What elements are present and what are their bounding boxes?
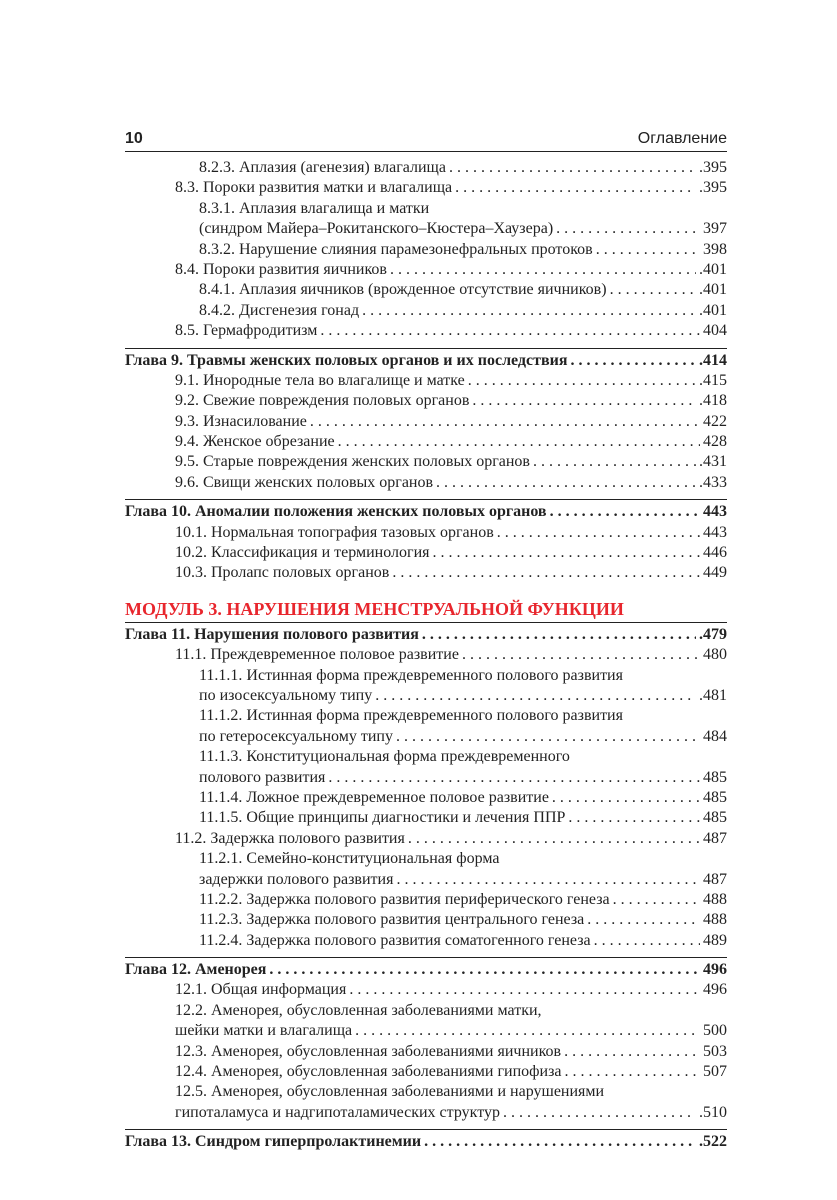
toc-page-number: 500 (703, 1022, 727, 1040)
dot-leader (396, 727, 700, 747)
toc-entry[interactable] (125, 666, 727, 686)
toc-page-number: 487 (703, 870, 727, 888)
toc-entry-title: 11.1.1. Истинная форма преждевременного полового развития (199, 666, 623, 684)
toc-entry[interactable] (125, 473, 727, 493)
toc-entry-title: 11.2.1. Семейно-конституциональная форма (199, 850, 500, 868)
toc-entry[interactable] (125, 158, 727, 178)
toc-page-number: 507 (703, 1063, 727, 1081)
toc-entry[interactable] (125, 371, 727, 391)
toc-entry-title: 9.3. Изнасилование (175, 412, 307, 430)
dot-leader (375, 686, 696, 706)
toc-entry[interactable] (125, 645, 727, 665)
toc-entry-title: 12.4. Аменорея, обусловленная заболеваниями гипофиза (175, 1063, 562, 1081)
toc-entry-title: 11.1.5. Общие принципы диагностики и лечения ППР (199, 809, 566, 827)
toc-page-number: .401 (699, 281, 727, 299)
toc-entry-title: 10.2. Классификация и терминология (175, 544, 430, 562)
toc-entry[interactable] (125, 1062, 727, 1082)
toc-entry[interactable] (125, 240, 727, 260)
toc-page-number: .433 (699, 473, 727, 491)
toc-page-number: .431 (699, 453, 727, 471)
dot-leader (269, 960, 700, 980)
toc-entry[interactable] (125, 686, 727, 706)
dot-leader (594, 931, 700, 951)
toc-entry[interactable] (125, 768, 727, 788)
toc-entry[interactable] (125, 706, 727, 726)
dot-leader (433, 543, 701, 563)
dot-leader (571, 351, 697, 371)
toc-chapter-entry[interactable] (125, 1129, 727, 1152)
toc-entry[interactable] (125, 301, 727, 321)
toc-entry[interactable] (125, 788, 727, 808)
toc-page-number: 449 (703, 564, 727, 582)
toc-entry-title: шейки матки и влагалища (175, 1022, 353, 1040)
dot-leader (568, 808, 700, 828)
toc-entry-title: 11.2.2. Задержка полового развития периферического генеза (199, 890, 610, 908)
toc-entry-title: 11.1.3. Конституциональная форма преждевременного (199, 748, 570, 766)
dot-leader (462, 645, 700, 665)
toc-entry[interactable] (125, 432, 727, 452)
dot-leader (556, 219, 700, 239)
toc-entry-title: (синдром Майера–Рокитанского–Кюстера–Хаузера) (199, 220, 554, 238)
toc-entry-title: 9.1. Инородные тела во влагалище и матке (175, 371, 465, 389)
toc-page-number: 496 (703, 981, 727, 999)
toc-entry-title: 8.4. Пороки развития яичников (175, 260, 387, 278)
dot-leader (338, 432, 700, 452)
toc-entry[interactable] (125, 391, 727, 411)
toc-entry[interactable] (125, 1042, 727, 1062)
dot-leader (587, 910, 700, 930)
toc-page-number: 496 (703, 961, 727, 979)
toc-page-number: .481 (699, 686, 727, 704)
toc-entry-title: Глава 13. Синдром гиперпролактинемии (125, 1133, 422, 1151)
toc-page-number: .401 (699, 260, 727, 278)
toc-entry[interactable] (125, 931, 727, 951)
toc-page-number: .510 (699, 1103, 727, 1121)
toc-entry-title: 8.3.2. Нарушение слияния парамезонефральных протоков (199, 240, 593, 258)
dot-leader (472, 391, 696, 411)
toc-entry[interactable] (125, 727, 727, 747)
dot-leader (310, 412, 700, 432)
dot-leader (355, 1021, 700, 1041)
dot-leader (396, 870, 700, 890)
toc-page-number: .414 (699, 351, 727, 369)
toc-page-number: .418 (699, 392, 727, 410)
toc-page-number: 487 (703, 829, 727, 847)
toc-page-number: 485 (703, 809, 727, 827)
dot-leader (422, 625, 696, 645)
toc-entry-title: 11.2.4. Задержка полового развития соматогенного генеза (199, 931, 591, 949)
toc-entry-title: 10.1. Нормальная топография тазовых органов (175, 523, 494, 541)
toc-chapter-entry[interactable] (125, 499, 727, 522)
toc-page-number: 422 (703, 412, 727, 430)
toc-entry[interactable] (125, 178, 727, 198)
toc-entry[interactable] (125, 747, 727, 767)
toc-entry-title: 8.4.2. Дисгенезия гонад (199, 301, 360, 319)
toc-entry[interactable] (125, 829, 727, 849)
dot-leader (610, 280, 696, 300)
toc-entry-title: 11.1.2. Истинная форма преждевременного полового развития (199, 707, 623, 725)
toc-entry-title: 12.1. Общая информация (175, 981, 347, 999)
toc-entry[interactable] (125, 563, 727, 583)
toc-page-number: 480 (703, 646, 727, 664)
toc-entry-title: по гетеросексуальному типу (199, 727, 393, 745)
running-header (125, 130, 727, 152)
toc-page-number: 485 (703, 788, 727, 806)
toc-entry[interactable] (125, 890, 727, 910)
toc-entry-title: 8.4.1. Аплазия яичников (врожденное отсутствие яичников) (199, 281, 607, 299)
dot-leader (596, 240, 700, 260)
dot-leader (390, 260, 696, 280)
toc-entry-title: 8.5. Гермафродитизм (175, 322, 318, 340)
toc-entry[interactable] (125, 980, 727, 1000)
dot-leader (328, 768, 700, 788)
page-number: 10 (125, 130, 143, 147)
toc-entry-title: полового развития (199, 768, 326, 786)
toc-entry-title: Глава 11. Нарушения полового развития (125, 625, 419, 643)
toc-page-number: .415 (699, 371, 727, 389)
toc-page-number: 446 (703, 544, 727, 562)
toc-entry[interactable] (125, 910, 727, 930)
toc-entry[interactable] (125, 523, 727, 543)
toc-page-number: .522 (699, 1133, 727, 1151)
dot-leader (455, 178, 696, 198)
dot-leader (468, 371, 696, 391)
dot-leader (449, 158, 696, 178)
toc-page-number: 488 (703, 911, 727, 929)
toc-page-number: 443 (703, 503, 727, 521)
toc-entry-title: задержки полового развития (199, 870, 394, 888)
dot-leader (565, 1062, 700, 1082)
toc-entry-title: 12.3. Аменорея, обусловленная заболеваниями яичников (175, 1042, 562, 1060)
dot-leader (503, 1103, 696, 1123)
toc-entry-title: 9.2. Свежие повреждения половых органов (175, 392, 470, 410)
dot-leader (436, 473, 696, 493)
toc-entry-title: 9.6. Свищи женских половых органов (175, 473, 434, 491)
dot-leader (320, 321, 700, 341)
section-title: Оглавление (637, 130, 727, 147)
toc-page-number: 488 (703, 890, 727, 908)
toc-page-number: 489 (703, 931, 727, 949)
toc-page-number: 398 (703, 240, 727, 258)
table-of-contents (125, 158, 727, 1153)
toc-page-number: 484 (703, 727, 727, 745)
toc-entry[interactable] (125, 808, 727, 828)
toc-page-number: .479 (699, 625, 727, 643)
dot-leader (408, 829, 700, 849)
toc-entry[interactable] (125, 1103, 727, 1123)
dot-leader (424, 1132, 696, 1152)
toc-entry-title: гипоталамуса и надгипоталамических структур (175, 1103, 500, 1121)
toc-entry[interactable] (125, 1001, 727, 1021)
toc-entry-title: 12.5. Аменорея, обусловленная заболеваниями и нарушениями (175, 1083, 605, 1101)
dot-leader (564, 1042, 700, 1062)
toc-entry-title: 11.1. Преждевременное половое развитие (175, 646, 459, 664)
toc-entry[interactable] (125, 199, 727, 219)
toc-entry-title: Глава 10. Аномалии положения женских половых органов (125, 503, 547, 521)
toc-page-number: .395 (699, 159, 727, 176)
toc-entry[interactable] (125, 219, 727, 239)
toc-entry-title: Глава 12. Аменорея (125, 961, 267, 979)
dot-leader (533, 452, 696, 472)
dot-leader (392, 563, 700, 583)
toc-entry[interactable] (125, 1082, 727, 1102)
module-heading: МОДУЛЬ 3. НАРУШЕНИЯ МЕНСТРУАЛЬНОЙ ФУНКЦИИ (125, 598, 624, 619)
toc-entry[interactable] (125, 412, 727, 432)
dot-leader (552, 788, 700, 808)
dot-leader (362, 301, 696, 321)
toc-entry[interactable] (125, 452, 727, 472)
toc-entry[interactable] (125, 1021, 727, 1041)
toc-entry[interactable] (125, 543, 727, 563)
toc-entry[interactable] (125, 280, 727, 300)
toc-entry-title: 8.3.1. Аплазия влагалища и матки (199, 199, 430, 217)
toc-entry-title: 8.3. Пороки развития матки и влагалища (175, 179, 453, 197)
toc-entry-title: 11.2.3. Задержка полового развития центрального генеза (199, 911, 585, 929)
toc-entry-title: 11.2. Задержка полового развития (175, 829, 405, 847)
toc-entry-title: 8.2.3. Аплазия (агенезия) влагалища (199, 159, 446, 176)
dot-leader (613, 890, 700, 910)
toc-entry[interactable] (125, 849, 727, 869)
toc-entry-title: 9.5. Старые повреждения женских половых органов (175, 453, 530, 471)
dot-leader (550, 502, 700, 522)
toc-entry-title: Глава 9. Травмы женских половых органов и их последствия (125, 351, 568, 369)
toc-entry[interactable] (125, 870, 727, 890)
toc-entry-title: 10.3. Пролапс половых органов (175, 564, 390, 582)
toc-page-number: 443 (703, 523, 727, 541)
toc-entry[interactable] (125, 260, 727, 280)
toc-page-number: 503 (703, 1042, 727, 1060)
toc-entry-title: 12.2. Аменорея, обусловленная заболеваниями матки, (175, 1001, 542, 1019)
toc-chapter-entry[interactable] (125, 348, 727, 371)
toc-chapter-entry[interactable] (125, 622, 727, 645)
toc-page-number: 428 (703, 433, 727, 451)
toc-entry-title: 11.1.4. Ложное преждевременное половое развитие (199, 788, 549, 806)
toc-page-number: 397 (703, 220, 727, 238)
toc-chapter-entry[interactable] (125, 957, 727, 980)
toc-entry-title: по изосексуальному типу (199, 686, 373, 704)
toc-entry[interactable] (125, 321, 727, 341)
toc-page-number: .395 (699, 179, 727, 197)
toc-page-number: 485 (703, 768, 727, 786)
dot-leader (349, 980, 700, 1000)
toc-page-number: .401 (699, 301, 727, 319)
toc-entry-title: 9.4. Женское обрезание (175, 433, 335, 451)
toc-page-number: 404 (703, 322, 727, 340)
dot-leader (497, 523, 700, 543)
